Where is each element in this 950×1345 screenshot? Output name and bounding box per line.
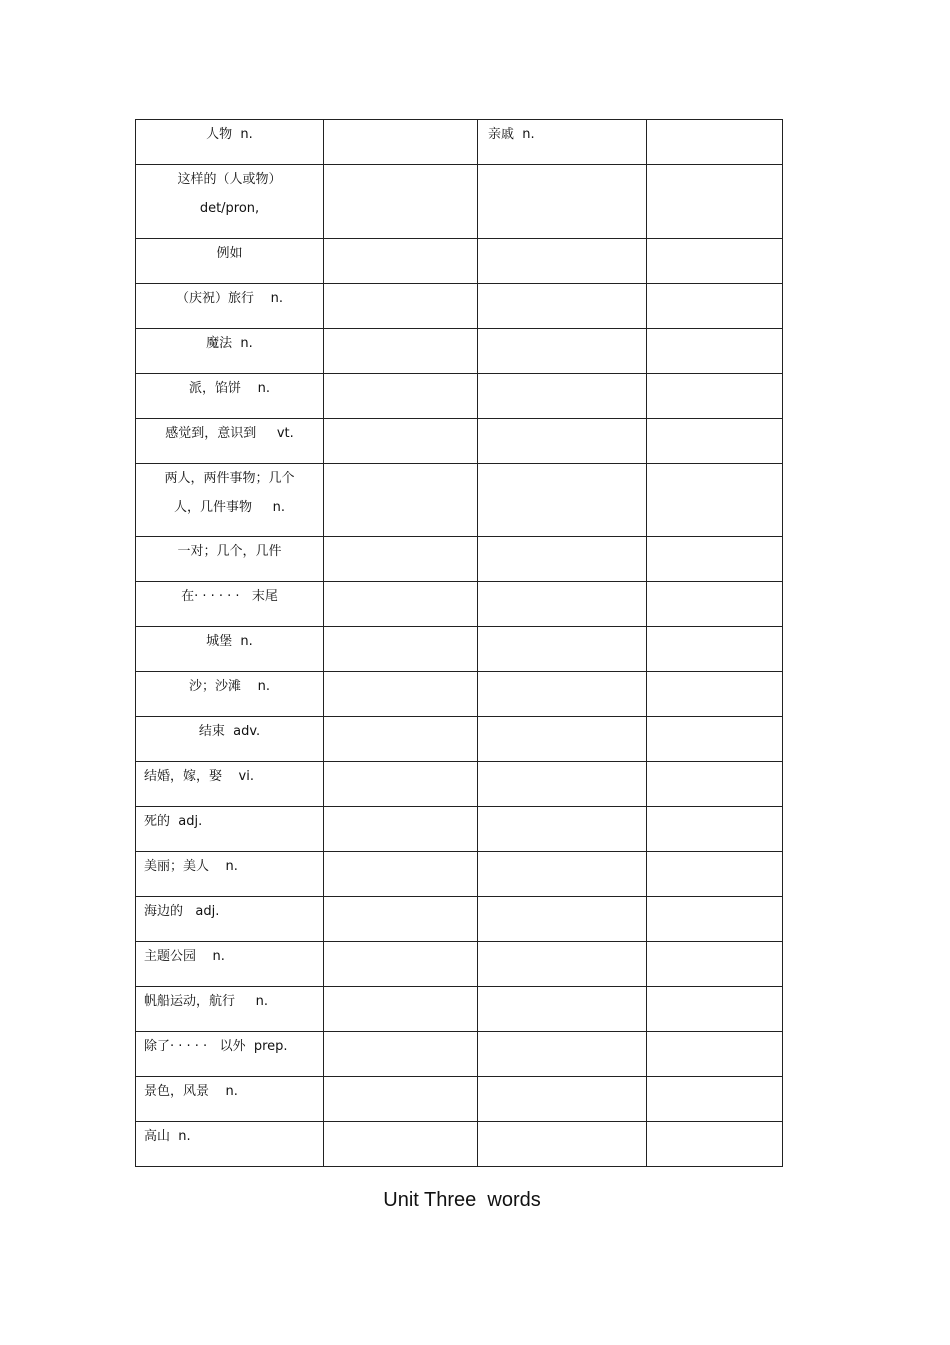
- chinese-meaning-text: 两人，两件事物；几个 人，几件事物 n.: [164, 471, 295, 515]
- chinese-meaning-text: 海边的 adj.: [144, 904, 220, 919]
- table-row: [136, 717, 783, 762]
- answer-blank-cell[interactable]: [324, 329, 478, 374]
- chinese-meaning-text: 美丽；美人 n.: [144, 859, 238, 874]
- answer-blank-cell[interactable]: [324, 1032, 478, 1077]
- answer-blank-cell[interactable]: [324, 120, 478, 165]
- table-row: [136, 987, 783, 1032]
- answer-blank-cell[interactable]: [647, 120, 783, 165]
- table-row: [136, 239, 783, 284]
- second-chinese-meaning-cell: [478, 464, 647, 537]
- answer-blank-cell[interactable]: [647, 1032, 783, 1077]
- second-chinese-meaning-cell: [478, 329, 647, 374]
- answer-blank-cell[interactable]: [647, 762, 783, 807]
- answer-blank-cell[interactable]: [324, 1122, 478, 1167]
- chinese-meaning-cell: [136, 627, 324, 672]
- vocabulary-table: [135, 119, 783, 1167]
- table-row: [136, 374, 783, 419]
- table-row: [136, 582, 783, 627]
- second-chinese-meaning-cell: [478, 537, 647, 582]
- chinese-meaning-text: 城堡 n.: [206, 634, 253, 649]
- answer-blank-cell[interactable]: [647, 942, 783, 987]
- answer-blank-cell[interactable]: [647, 852, 783, 897]
- table-row: [136, 464, 783, 537]
- chinese-meaning-cell: [136, 464, 324, 537]
- chinese-meaning-cell: [136, 329, 324, 374]
- chinese-meaning-text: 除了· · · · · 以外 prep.: [144, 1039, 288, 1054]
- answer-blank-cell[interactable]: [647, 374, 783, 419]
- chinese-meaning-cell: [136, 537, 324, 582]
- second-chinese-meaning-cell: [478, 942, 647, 987]
- chinese-meaning-text: 结婚，嫁，娶 vi.: [144, 769, 254, 784]
- chinese-meaning-cell: [136, 1122, 324, 1167]
- answer-blank-cell[interactable]: [647, 537, 783, 582]
- chinese-meaning-text: 派，馅饼 n.: [189, 381, 270, 396]
- second-chinese-meaning-cell: [478, 120, 647, 165]
- chinese-meaning-cell: [136, 1032, 324, 1077]
- chinese-meaning-text: 沙；沙滩 n.: [189, 679, 270, 694]
- answer-blank-cell[interactable]: [647, 807, 783, 852]
- chinese-meaning-cell: [136, 852, 324, 897]
- second-chinese-meaning-cell: [478, 987, 647, 1032]
- chinese-meaning-cell: [136, 582, 324, 627]
- answer-blank-cell[interactable]: [324, 852, 478, 897]
- chinese-meaning-text: 主题公园 n.: [144, 949, 225, 964]
- second-chinese-meaning-cell: [478, 239, 647, 284]
- second-chinese-meaning-text: 亲戚 n.: [488, 127, 535, 142]
- chinese-meaning-cell: [136, 284, 324, 329]
- chinese-meaning-text: 例如: [216, 246, 243, 261]
- second-chinese-meaning-cell: [478, 284, 647, 329]
- chinese-meaning-cell: [136, 897, 324, 942]
- answer-blank-cell[interactable]: [647, 329, 783, 374]
- answer-blank-cell[interactable]: [647, 419, 783, 464]
- answer-blank-cell[interactable]: [647, 987, 783, 1032]
- second-chinese-meaning-cell: [478, 374, 647, 419]
- answer-blank-cell[interactable]: [324, 284, 478, 329]
- chinese-meaning-cell: [136, 120, 324, 165]
- answer-blank-cell[interactable]: [647, 582, 783, 627]
- chinese-meaning-text: （庆祝）旅行 n.: [176, 291, 283, 306]
- answer-blank-cell[interactable]: [647, 165, 783, 239]
- second-chinese-meaning-cell: [478, 852, 647, 897]
- chinese-meaning-cell: [136, 239, 324, 284]
- answer-blank-cell[interactable]: [324, 897, 478, 942]
- answer-blank-cell[interactable]: [324, 987, 478, 1032]
- answer-blank-cell[interactable]: [647, 627, 783, 672]
- table-row: [136, 1032, 783, 1077]
- chinese-meaning-text: 在· · · · · · 末尾: [181, 589, 278, 604]
- second-chinese-meaning-cell: [478, 419, 647, 464]
- answer-blank-cell[interactable]: [647, 464, 783, 537]
- table-row: [136, 627, 783, 672]
- chinese-meaning-cell: [136, 374, 324, 419]
- unit-title: Unit Three words: [383, 1189, 541, 1211]
- chinese-meaning-text: 感觉到，意识到 vt.: [165, 426, 294, 441]
- table-row: [136, 807, 783, 852]
- chinese-meaning-text: 一对；几个，几件: [177, 544, 282, 559]
- chinese-meaning-text: 景色，风景 n.: [144, 1084, 238, 1099]
- table-row: [136, 284, 783, 329]
- answer-blank-cell[interactable]: [324, 582, 478, 627]
- second-chinese-meaning-cell: [478, 627, 647, 672]
- answer-blank-cell[interactable]: [647, 1077, 783, 1122]
- chinese-meaning-cell: [136, 762, 324, 807]
- chinese-meaning-cell: [136, 1077, 324, 1122]
- table-row: [136, 1122, 783, 1167]
- table-row: [136, 897, 783, 942]
- table-row: [136, 762, 783, 807]
- answer-blank-cell[interactable]: [324, 807, 478, 852]
- answer-blank-cell[interactable]: [324, 165, 478, 239]
- vocabulary-table-body: [136, 120, 783, 1167]
- answer-blank-cell[interactable]: [324, 762, 478, 807]
- answer-blank-cell[interactable]: [324, 672, 478, 717]
- answer-blank-cell[interactable]: [647, 1122, 783, 1167]
- chinese-meaning-text: 结束 adv.: [198, 724, 261, 739]
- second-chinese-meaning-cell: [478, 672, 647, 717]
- table-row: [136, 165, 783, 239]
- answer-blank-cell[interactable]: [324, 627, 478, 672]
- answer-blank-cell[interactable]: [647, 897, 783, 942]
- chinese-meaning-text: 魔法 n.: [206, 336, 253, 351]
- table-row: [136, 329, 783, 374]
- chinese-meaning-text: 这样的（人或物） det/pron,: [177, 172, 282, 216]
- chinese-meaning-text: 人物 n.: [206, 127, 253, 142]
- chinese-meaning-cell: [136, 942, 324, 987]
- table-row: [136, 852, 783, 897]
- table-row: [136, 1077, 783, 1122]
- answer-blank-cell[interactable]: [647, 284, 783, 329]
- answer-blank-cell[interactable]: [647, 672, 783, 717]
- answer-blank-cell[interactable]: [324, 717, 478, 762]
- answer-blank-cell[interactable]: [324, 1077, 478, 1122]
- second-chinese-meaning-cell: [478, 165, 647, 239]
- table-row: [136, 537, 783, 582]
- chinese-meaning-cell: [136, 165, 324, 239]
- second-chinese-meaning-cell: [478, 897, 647, 942]
- answer-blank-cell[interactable]: [324, 942, 478, 987]
- second-chinese-meaning-cell: [478, 1077, 647, 1122]
- second-chinese-meaning-cell: [478, 1122, 647, 1167]
- chinese-meaning-text: 死的 adj.: [144, 814, 203, 829]
- chinese-meaning-text: 帆船运动，航行 n.: [144, 994, 269, 1009]
- chinese-meaning-cell: [136, 807, 324, 852]
- chinese-meaning-text: 高山 n.: [144, 1129, 191, 1144]
- second-chinese-meaning-cell: [478, 1032, 647, 1077]
- chinese-meaning-cell: [136, 672, 324, 717]
- answer-blank-cell[interactable]: [324, 464, 478, 537]
- answer-blank-cell[interactable]: [324, 374, 478, 419]
- second-chinese-meaning-cell: [478, 717, 647, 762]
- table-row: [136, 120, 783, 165]
- answer-blank-cell[interactable]: [324, 537, 478, 582]
- second-chinese-meaning-cell: [478, 582, 647, 627]
- answer-blank-cell[interactable]: [324, 239, 478, 284]
- chinese-meaning-cell: [136, 717, 324, 762]
- answer-blank-cell[interactable]: [647, 717, 783, 762]
- second-chinese-meaning-cell: [478, 762, 647, 807]
- answer-blank-cell[interactable]: [324, 419, 478, 464]
- table-row: [136, 942, 783, 987]
- table-row: [136, 419, 783, 464]
- second-chinese-meaning-cell: [478, 807, 647, 852]
- chinese-meaning-cell: [136, 419, 324, 464]
- chinese-meaning-cell: [136, 987, 324, 1032]
- answer-blank-cell[interactable]: [647, 239, 783, 284]
- table-row: [136, 672, 783, 717]
